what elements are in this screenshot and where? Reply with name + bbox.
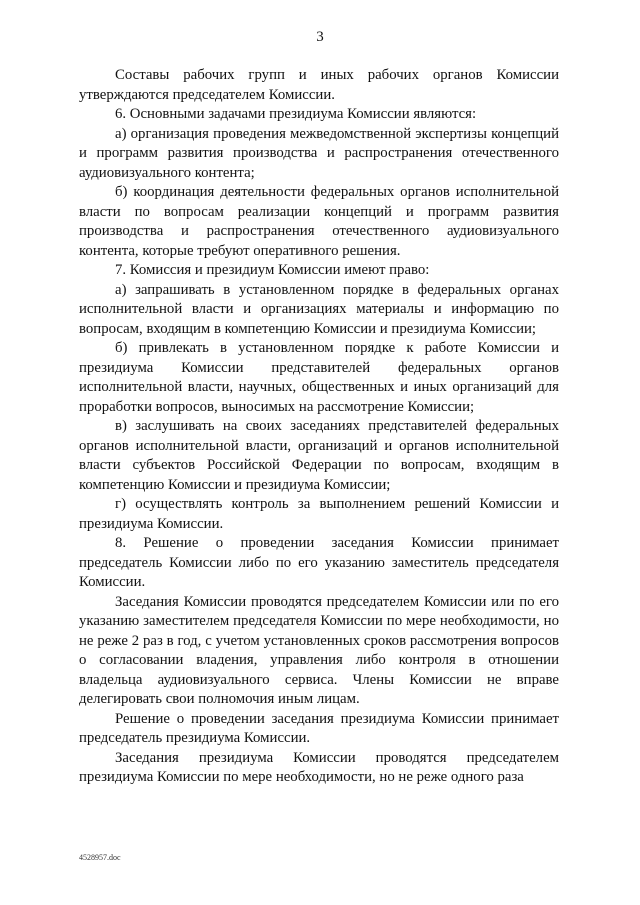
document-footer-filename: 4528957.doc bbox=[79, 853, 121, 862]
paragraph: Решение о проведении заседания президиума Комиссии принимает председатель президиума Комиссии. bbox=[79, 710, 559, 746]
paragraph: Заседания Комиссии проводятся председателем Комиссии или по его указанию заместителем председателя Комиссии по мере необходимости, но не реже 2 раз в год, с учетом установленных сроков рассмотрения вопросов о согласовании владения, управления либо контроля в отношении владельца аудиовизуального сервиса. Члены Комиссии не вправе делегировать свои полномочия иным лицам. bbox=[79, 593, 559, 707]
paragraph: а) организация проведения межведомственной экспертизы концепций и программ развития производства и распространения отечественного аудиовизуального контента; bbox=[79, 125, 559, 181]
paragraph: б) привлекать в установленном порядке к работе Комиссии и президиума Комиссии представителей федеральных органов исполнительной власти, научных, общественных и иных организаций для проработки вопросов, выносимых на рассмотрение Комиссии; bbox=[79, 340, 559, 415]
paragraph: 8. Решение о проведении заседания Комиссии принимает председатель Комиссии либо по его указанию заместитель председателя Комиссии. bbox=[79, 535, 559, 590]
paragraph: г) осуществлять контроль за выполнением решений Комиссии и президиума Комиссии. bbox=[79, 496, 559, 532]
document-body bbox=[79, 66, 559, 788]
page-number: 3 bbox=[316, 29, 324, 45]
paragraph: Составы рабочих групп и иных рабочих органов Комиссии утверждаются председателем Комиссии. bbox=[79, 67, 559, 103]
paragraph: в) заслушивать на своих заседаниях представителей федеральных органов исполнительной власти, организаций и органов исполнительной власти субъектов Российской Федерации по вопросам, входящим в компетенцию Комиссии и президиума Комиссии; bbox=[79, 418, 559, 493]
paragraph: а) запрашивать в установленном порядке в федеральных органах исполнительной власти и организациях материалы и информацию по вопросам, входящим в компетенцию Комиссии и президиума Комиссии; bbox=[79, 281, 559, 337]
paragraph: 6. Основными задачами президиума Комиссии являются: bbox=[115, 106, 477, 122]
paragraph: 7. Комиссия и президиум Комиссии имеют право: bbox=[115, 262, 430, 278]
paragraph: Заседания президиума Комиссии проводятся председателем президиума Комиссии по мере необходимости, но не реже одного раза bbox=[79, 749, 559, 785]
paragraph: б) координация деятельности федеральных органов исполнительной власти по вопросам реализации концепций и программ развития производства и распространения отечественного аудиовизуального контента, которые требуют оперативного решения. bbox=[79, 184, 559, 259]
